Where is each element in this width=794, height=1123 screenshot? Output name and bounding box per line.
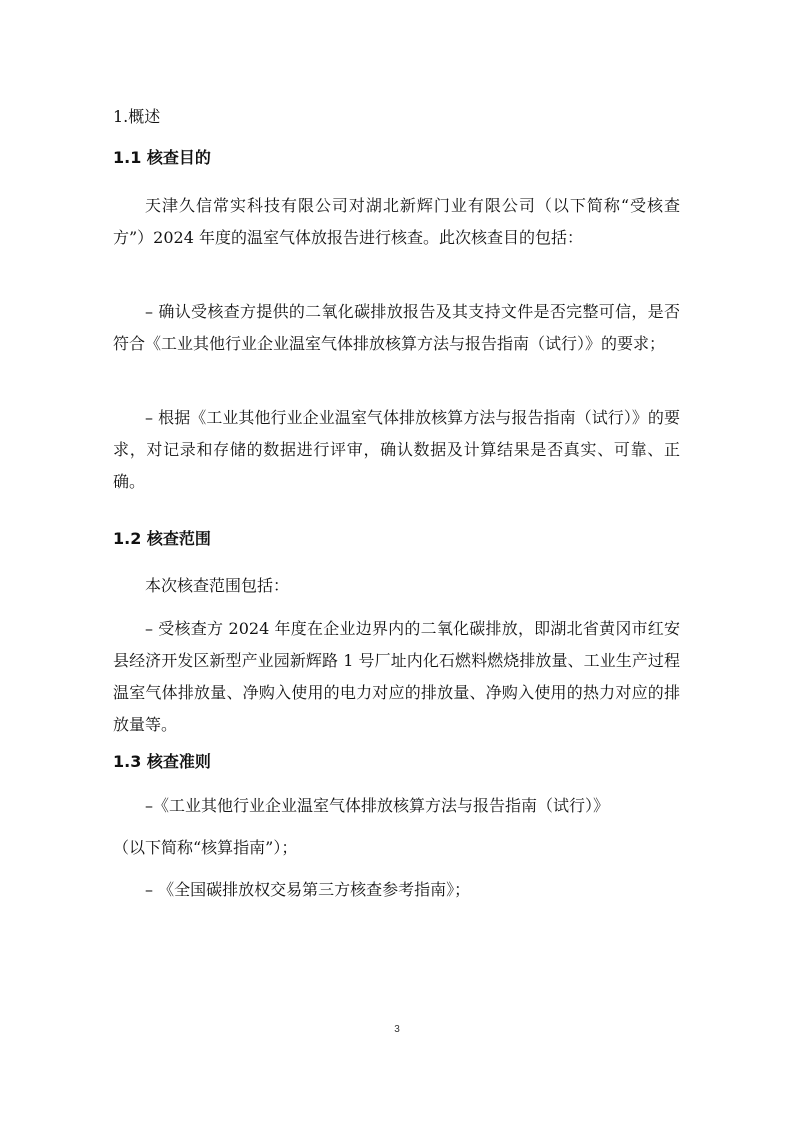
purpose-bullet-1: – 确认受核查方提供的二氧化碳排放报告及其支持文件是否完整可信，是否符合《工业其他行业企业温室气体排放核算方法与报告指南（试行）》的要求； [113,302,680,353]
section-heading-purpose: 1.1 核查目的 [113,148,211,167]
criteria-bullet-1: –《工业其他行业企业温室气体排放核算方法与报告指南（试行）》 [145,796,610,815]
section-heading-scope: 1.2 核查范围 [113,529,211,548]
scope-bullet-1: – 受核查方 2024 年度在企业边界内的二氧化碳排放，即湖北省黄冈市红安县经济开发区新型产业园新辉路 1 号厂址内化石燃料燃烧排放量、工业生产过程温室气体排放量、净购入使用的电力对应的排放量、净购入使用的热力对应的排放量等。 [113,619,680,734]
page-number: 3 [394,1024,400,1035]
purpose-bullet-2: – 根据《工业其他行业企业温室气体排放核算方法与报告指南（试行）》的要求，对记录和存储的数据进行评审，确认数据及计算结果是否真实、可靠、正确。 [113,408,680,491]
scope-intro-paragraph: 本次核查范围包括： [145,576,290,595]
criteria-bullet-2: – 《全国碳排放权交易第三方核查参考指南》； [145,880,471,899]
section-heading-overview: 1.概述 [113,107,161,126]
purpose-intro-paragraph: 天津久信常实科技有限公司对湖北新辉门业有限公司（以下简称“受核查方”）2024 年度的温室气体放报告进行核查。此次核查目的包括： [113,196,680,247]
criteria-bullet-1-note: （以下简称“核算指南”）； [113,838,298,857]
section-heading-criteria: 1.3 核查准则 [113,752,211,771]
